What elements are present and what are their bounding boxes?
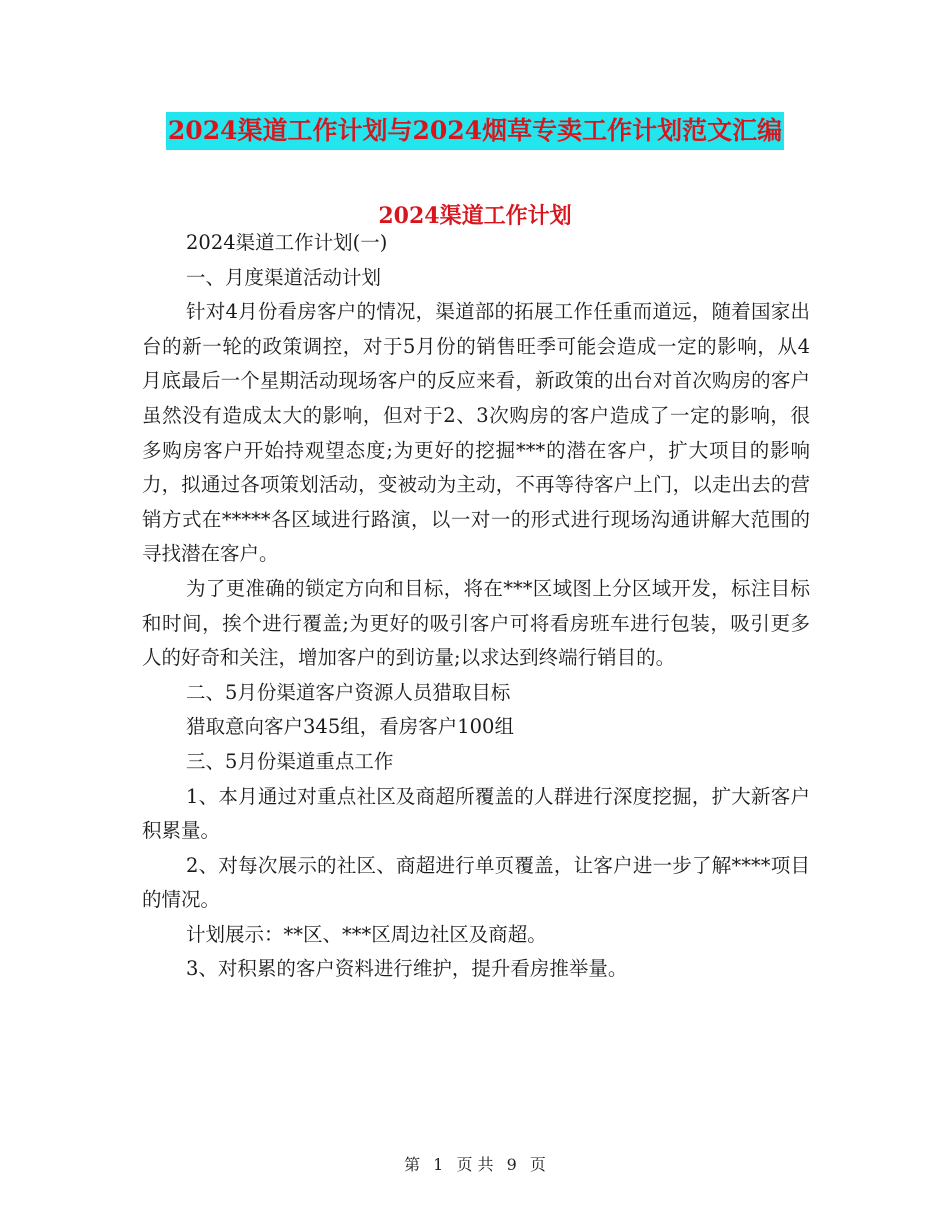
paragraph: 三、5月份渠道重点工作 [186,749,394,773]
footer-suffix: 页 [529,1155,546,1174]
paragraph: 1、本月通过对重点社区及商超所覆盖的人群进行深度挖掘，扩大新客户积累量。 [142,784,810,843]
paragraph: 为了更准确的锁定方向和目标，将在***区域图上分区域开发，标注目标和时间，挨个进行覆盖;为更好的吸引客户可将看房班车进行包装，吸引更多人的好奇和关注，增加客户的到访量;以求达到终端行销目的。 [142,576,810,670]
paragraph: 3、对积累的客户资料进行维护，提升看房推举量。 [186,957,628,981]
paragraph: 二、5月份渠道客户资源人员猎取目标 [186,680,511,704]
paragraph: 2、对每次展示的社区、商超进行单页覆盖，让客户进一步了解****项目的情况。 [142,853,810,912]
document-title [0,112,950,152]
document-title-text: 2024渠道工作计划与2024烟草专卖工作计划范文汇编 [166,112,784,150]
paragraph: 计划展示：**区、***区周边社区及商超。 [186,922,547,946]
footer-page-total: 9 [506,1155,517,1174]
paragraph: 一、月度渠道活动计划 [186,265,382,289]
page-footer [0,1152,950,1175]
section-title: 2024渠道工作计划 [378,203,572,229]
footer-prefix: 第 [404,1155,421,1174]
paragraph: 2024渠道工作计划(一) [186,231,388,254]
paragraph: 猎取意向客户345组，看房客户100组 [186,715,514,739]
footer-page-number: 1 [433,1155,444,1174]
document-body [142,226,810,987]
footer-mid: 页 共 [456,1155,494,1174]
paragraph: 针对4月份看房客户的情况，渠道部的拓展工作任重而道远，随着国家出台的新一轮的政策调控，对于5月份的销售旺季可能会造成一定的影响，从4月底最后一个星期活动现场客户的反应来看，新政策的出台对首次购房的客户虽然没有造成太大的影响，但对于2、3次购房的客户造成了一定的影响，很多购房客户开始持观望态度;为更好的挖掘***的潜在客户，扩大项目的影响力，拟通过各项策划活动，变被动为主动，不再等待客户上门，以走出去的营销方式在*****各区域进行路演，以一对一的形式进行现场沟通讲解大范围的寻找潜在客户。 [142,300,810,566]
